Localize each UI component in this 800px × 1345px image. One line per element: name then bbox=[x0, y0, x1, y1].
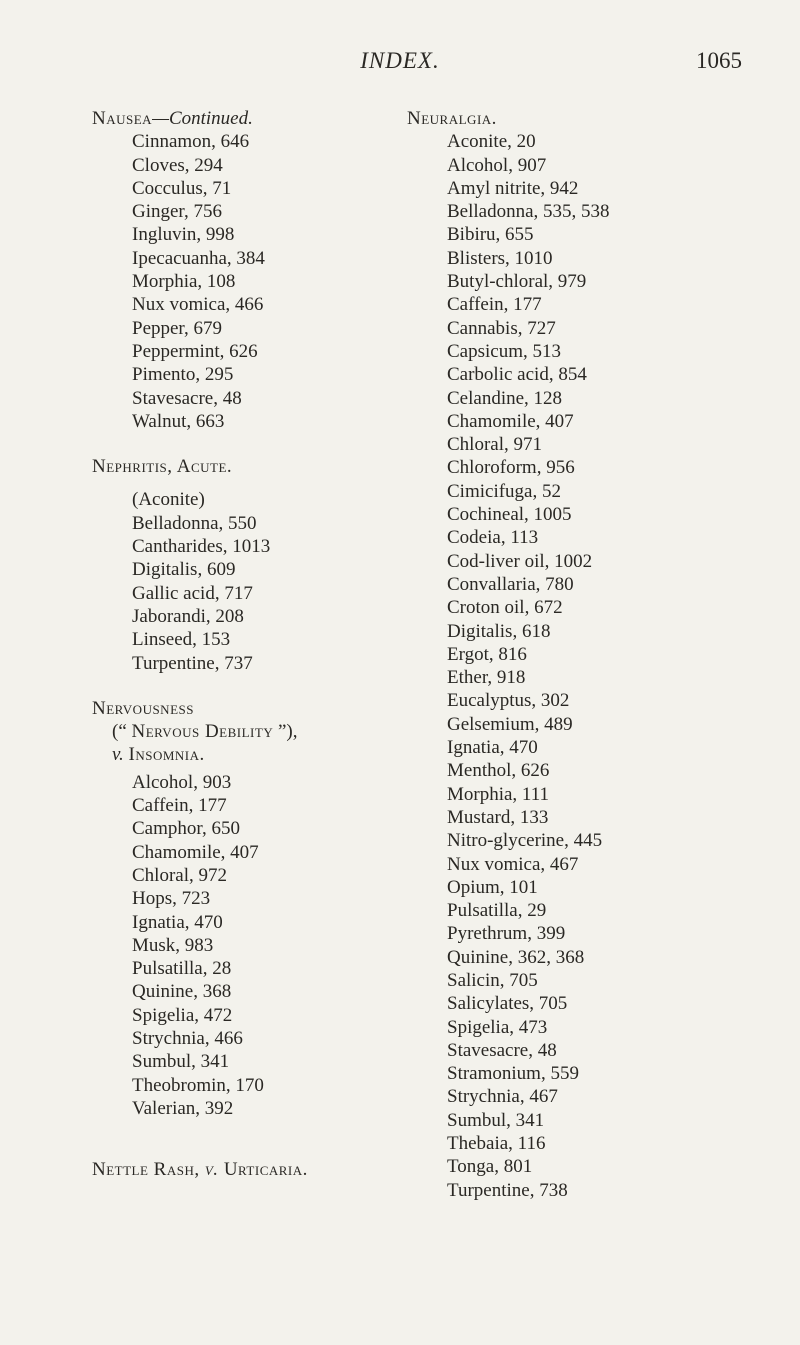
index-entry: Gallic acid, 717 bbox=[132, 582, 253, 604]
index-entry: Digitalis, 609 bbox=[132, 559, 236, 581]
index-entry: Capsicum, 513 bbox=[447, 340, 561, 362]
open-quote: (“ bbox=[112, 721, 132, 743]
index-entry: Chloroform, 956 bbox=[447, 457, 575, 479]
index-entry: Butyl-chloral, 979 bbox=[447, 271, 587, 293]
right-column bbox=[407, 107, 767, 1202]
page-header bbox=[0, 40, 800, 80]
index-entry: Cimicifuga, 52 bbox=[447, 480, 561, 502]
index-entry: Menthol, 626 bbox=[447, 760, 550, 782]
index-entry: Bibiru, 655 bbox=[447, 224, 534, 246]
index-entry: Salicin, 705 bbox=[447, 969, 538, 991]
index-entry: Eucalyptus, 302 bbox=[447, 690, 570, 712]
index-entry: Musk, 983 bbox=[132, 934, 214, 956]
index-entry: Alcohol, 903 bbox=[132, 771, 232, 793]
index-entry: Convallaria, 780 bbox=[447, 573, 574, 595]
neuralgia-list bbox=[407, 130, 767, 1202]
index-entry: Aconite, 20 bbox=[447, 131, 536, 153]
cross-reference-line bbox=[92, 720, 422, 743]
index-entry: Mustard, 133 bbox=[447, 806, 549, 828]
nervousness-list bbox=[92, 771, 422, 1120]
index-entry: Salicylates, 705 bbox=[447, 993, 568, 1015]
index-entry: Pulsatilla, 29 bbox=[447, 900, 547, 922]
index-entry: Valerian, 392 bbox=[132, 1097, 234, 1119]
index-entry: Alcohol, 907 bbox=[447, 154, 547, 176]
index-entry: Stavesacre, 48 bbox=[132, 387, 242, 409]
index-entry: Celandine, 128 bbox=[447, 387, 563, 409]
index-entry: Belladonna, 550 bbox=[132, 512, 257, 534]
spacer bbox=[92, 478, 422, 488]
index-entry: Sumbul, 341 bbox=[447, 1109, 545, 1131]
section-heading-nervousness: Nervousness bbox=[92, 697, 194, 719]
index-entry: Nux vomica, 466 bbox=[132, 294, 264, 316]
see-reference-term: Urticaria. bbox=[223, 1159, 308, 1181]
see-abbrev: v. bbox=[204, 1159, 219, 1181]
index-entry: Hops, 723 bbox=[132, 888, 211, 910]
index-entry: Strychnia, 466 bbox=[132, 1027, 243, 1049]
section-heading-nephritis: Nephritis, Acute. bbox=[92, 456, 233, 478]
index-entry: Thebaia, 116 bbox=[447, 1133, 546, 1155]
index-entry: Stramonium, 559 bbox=[447, 1063, 579, 1085]
index-entry: Spigelia, 473 bbox=[447, 1016, 548, 1038]
index-entry: Cantharides, 1013 bbox=[132, 536, 271, 558]
index-entry: Chloral, 972 bbox=[132, 864, 227, 886]
index-entry: Morphia, 111 bbox=[447, 783, 550, 805]
index-entry: Blisters, 1010 bbox=[447, 247, 553, 269]
index-entry: Opium, 101 bbox=[447, 876, 538, 898]
nephritis-list bbox=[92, 488, 422, 674]
index-entry: Codeia, 113 bbox=[447, 527, 539, 549]
section-heading-nausea bbox=[92, 107, 422, 130]
index-entry: Nux vomica, 467 bbox=[447, 853, 579, 875]
index-entry: Sumbul, 341 bbox=[132, 1051, 230, 1073]
index-entry: Cloves, 294 bbox=[132, 154, 223, 176]
index-entry: (Aconite) bbox=[132, 489, 205, 511]
index-entry: Croton oil, 672 bbox=[447, 597, 563, 619]
index-entry: Ipecacuanha, 384 bbox=[132, 247, 265, 269]
left-column bbox=[92, 107, 422, 1181]
index-entry: Ginger, 756 bbox=[132, 201, 222, 223]
index-entry: Chamomile, 407 bbox=[447, 410, 574, 432]
index-entry: Peppermint, 626 bbox=[132, 340, 258, 362]
see-reference-line bbox=[92, 743, 422, 766]
index-entry: Pyrethrum, 399 bbox=[447, 923, 566, 945]
section-heading-nettle-rash bbox=[92, 1158, 422, 1181]
index-entry: Quinine, 368 bbox=[132, 981, 232, 1003]
index-entry: Cannabis, 727 bbox=[447, 317, 556, 339]
continued-label: —Continued. bbox=[152, 108, 253, 129]
index-entry: Stavesacre, 48 bbox=[447, 1039, 557, 1061]
index-entry: Gelsemium, 489 bbox=[447, 713, 573, 735]
index-entry: Chamomile, 407 bbox=[132, 841, 259, 863]
close-quote: ”), bbox=[273, 721, 298, 743]
index-entry: Nitro-glycerine, 445 bbox=[447, 830, 603, 852]
index-entry: Turpentine, 737 bbox=[132, 652, 253, 674]
index-entry: Caffein, 177 bbox=[447, 294, 542, 316]
index-entry: Walnut, 663 bbox=[132, 410, 225, 432]
index-entry: Pepper, 679 bbox=[132, 317, 222, 339]
index-entry: Strychnia, 467 bbox=[447, 1086, 558, 1108]
index-entry: Amyl nitrite, 942 bbox=[447, 177, 579, 199]
index-entry: Belladonna, 535, 538 bbox=[447, 201, 610, 223]
index-entry: Morphia, 108 bbox=[132, 271, 236, 293]
index-entry: Pimento, 295 bbox=[132, 364, 234, 386]
spacer bbox=[92, 675, 422, 697]
page-number: 1065 bbox=[696, 48, 742, 73]
index-entry: Turpentine, 738 bbox=[447, 1179, 568, 1201]
index-entry: Carbolic acid, 854 bbox=[447, 364, 587, 386]
index-entry: Ignatia, 470 bbox=[447, 737, 538, 759]
index-entry: Digitalis, 618 bbox=[447, 620, 551, 642]
index-entry: Caffein, 177 bbox=[132, 795, 227, 817]
index-entry: Cochineal, 1005 bbox=[447, 504, 572, 526]
index-entry: Cod-liver oil, 1002 bbox=[447, 550, 593, 572]
index-entry: Theobromin, 170 bbox=[132, 1074, 264, 1096]
heading-text: Nausea bbox=[92, 108, 153, 129]
index-entry: Ether, 918 bbox=[447, 667, 526, 689]
spacer bbox=[92, 433, 422, 455]
index-entry: Tonga, 801 bbox=[447, 1156, 533, 1178]
see-reference-term: Insomnia. bbox=[128, 744, 205, 766]
index-entry: Quinine, 362, 368 bbox=[447, 946, 585, 968]
index-entry: Ingluvin, 998 bbox=[132, 224, 235, 246]
index-entry: Jaborandi, 208 bbox=[132, 605, 244, 627]
index-entry: Ignatia, 470 bbox=[132, 911, 223, 933]
index-entry: Cinnamon, 646 bbox=[132, 131, 250, 153]
see-abbrev: v. bbox=[112, 744, 124, 766]
index-entry: Camphor, 650 bbox=[132, 818, 240, 840]
section-heading-neuralgia: Neuralgia. bbox=[407, 108, 497, 129]
index-entry: Cocculus, 71 bbox=[132, 177, 232, 199]
cross-reference-term: Nervous Debility bbox=[131, 721, 274, 743]
nausea-list bbox=[92, 130, 422, 433]
index-entry: Ergot, 816 bbox=[447, 643, 527, 665]
index-entry: Chloral, 971 bbox=[447, 434, 542, 456]
heading-text: Nettle Rash, bbox=[92, 1159, 200, 1181]
spacer bbox=[92, 1120, 422, 1158]
index-entry: Linseed, 153 bbox=[132, 629, 231, 651]
index-entry: Spigelia, 472 bbox=[132, 1004, 233, 1026]
index-entry: Pulsatilla, 28 bbox=[132, 958, 232, 980]
running-title: INDEX. bbox=[360, 48, 440, 73]
